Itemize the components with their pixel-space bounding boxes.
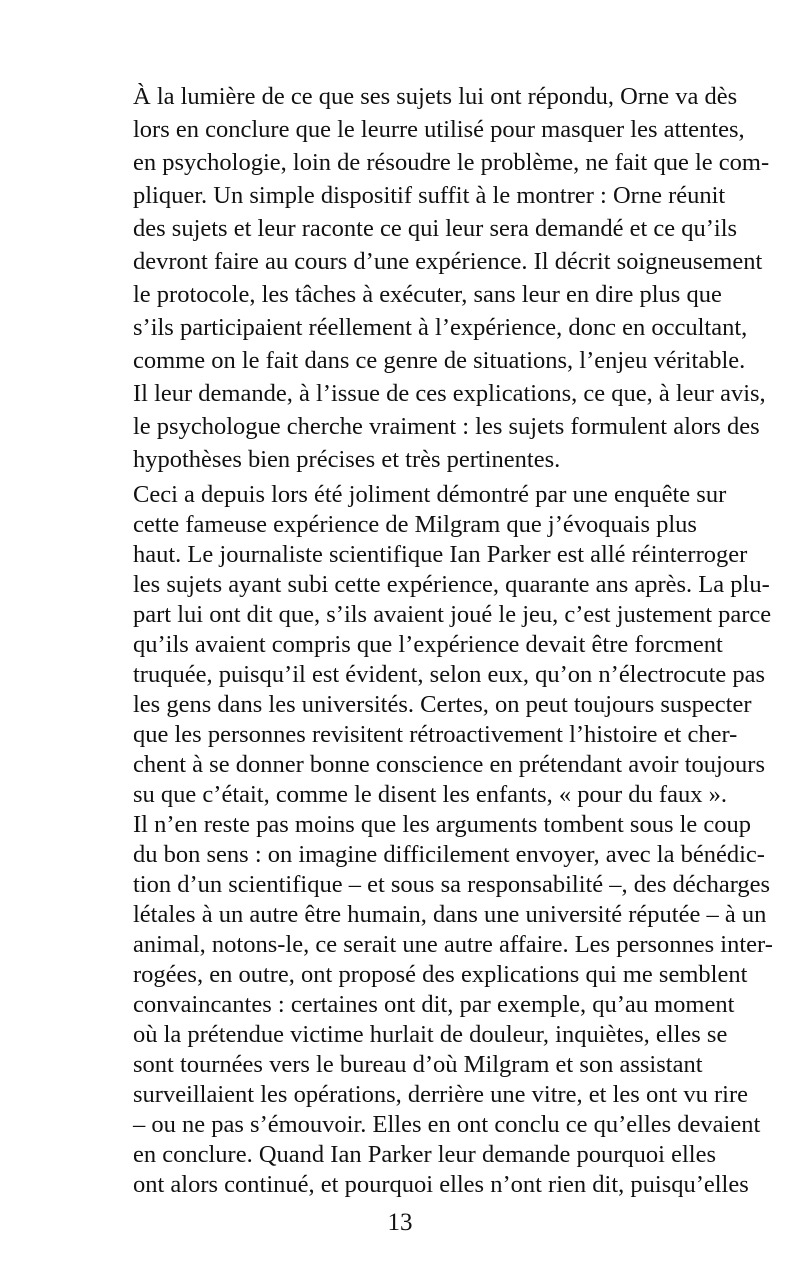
text-line: surveillaient les opérations, derrière une vitre, et les ont vu rire	[133, 1081, 749, 1108]
text-line: en conclure. Quand Ian Parker leur demande pourquoi elles	[133, 1141, 717, 1168]
paragraph-2	[133, 480, 773, 1200]
text-line: Il n’en reste pas moins que les arguments tombent sous le coup	[133, 811, 752, 838]
text-line: devront faire au cours d’une expérience. Il décrit soigneusement	[133, 248, 763, 275]
text-line: lors en conclure que le leurre utilisé pour masquer les attentes,	[133, 116, 745, 143]
text-line: rogées, en outre, ont proposé des explications qui me semblent	[133, 961, 748, 988]
text-line: ont alors continué, et pourquoi elles n’ont rien dit, puisqu’elles	[133, 1171, 749, 1198]
text-line: hypothèses bien précises et très pertinentes.	[133, 446, 561, 473]
text-line: le psychologue cherche vraiment : les sujets formulent alors des	[133, 413, 760, 440]
text-line: s’ils participaient réellement à l’expérience, donc en occultant,	[133, 314, 748, 341]
text-line: su que c’était, comme le disent les enfants, « pour du faux ».	[133, 781, 727, 808]
text-line: sont tournées vers le bureau d’où Milgram et son assistant	[133, 1051, 703, 1078]
text-line: que les personnes revisitent rétroactivement l’histoire et cher-	[133, 721, 738, 748]
text-line: létales à un autre être humain, dans une université réputée – à un	[133, 901, 767, 928]
text-line: tion d’un scientifique – et sous sa responsabilité –, des décharges	[133, 871, 771, 898]
text-line: animal, notons-le, ce serait une autre affaire. Les personnes inter-	[133, 931, 773, 958]
text-line: le protocole, les tâches à exécuter, sans leur en dire plus que	[133, 281, 722, 308]
text-line: les sujets ayant subi cette expérience, quarante ans après. La plu-	[133, 571, 770, 598]
text-line: Il leur demande, à l’issue de ces explications, ce que, à leur avis,	[133, 380, 766, 407]
text-line: où la prétendue victime hurlait de douleur, inquiètes, elles se	[133, 1021, 728, 1048]
text-line: part lui ont dit que, s’ils avaient joué le jeu, c’est justement parce	[133, 601, 772, 628]
text-line: des sujets et leur raconte ce qui leur sera demandé et ce qu’ils	[133, 215, 738, 242]
text-line: cette fameuse expérience de Milgram que j’évoquais plus	[133, 511, 697, 538]
text-line: pliquer. Un simple dispositif suffit à le montrer : Orne réunit	[133, 182, 726, 209]
text-line: haut. Le journaliste scientifique Ian Parker est allé réinterroger	[133, 541, 748, 568]
text-line: – ou ne pas s’émouvoir. Elles en ont conclu ce qu’elles devaient	[133, 1111, 761, 1138]
text-line: en psychologie, loin de résoudre le problème, ne fait que le com-	[133, 149, 770, 176]
text-line: convaincantes : certaines ont dit, par exemple, qu’au moment	[133, 991, 735, 1018]
text-line: Ceci a depuis lors été joliment démontré par une enquête sur	[133, 481, 727, 508]
page-number: 13	[387, 1209, 413, 1236]
text-line: À la lumière de ce que ses sujets lui ont répondu, Orne va dès	[133, 83, 738, 110]
text-line: chent à se donner bonne conscience en prétendant avoir toujours	[133, 751, 765, 778]
text-line: comme on le fait dans ce genre de situations, l’enjeu véritable.	[133, 347, 746, 374]
paragraph-1	[133, 80, 770, 476]
text-line: les gens dans les universités. Certes, on peut toujours suspecter	[133, 691, 752, 718]
text-line: truquée, puisqu’il est évident, selon eux, qu’on n’électrocute pas	[133, 661, 766, 688]
text-line: du bon sens : on imagine difficilement envoyer, avec la bénédic-	[133, 841, 765, 868]
text-line: qu’ils avaient compris que l’expérience devait être forcment	[133, 631, 723, 658]
